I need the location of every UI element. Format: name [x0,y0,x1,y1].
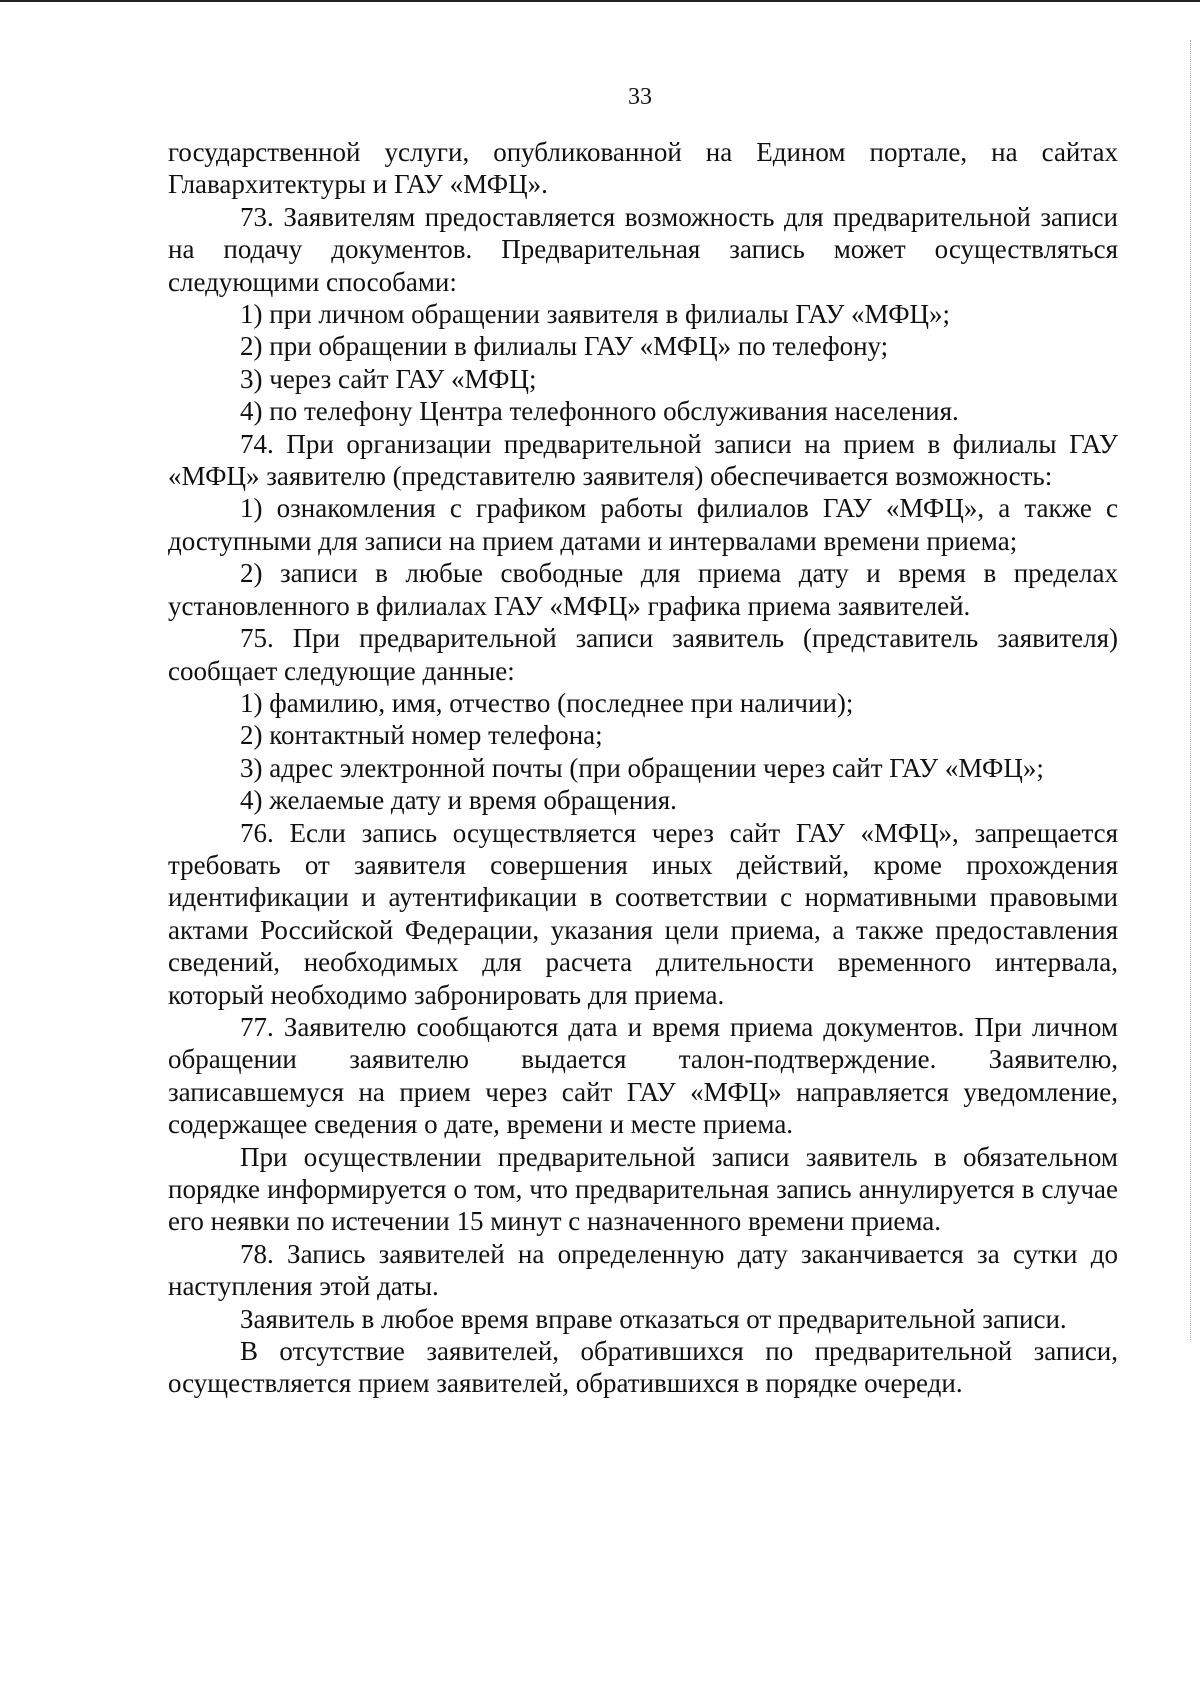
paragraph: При осуществлении предварительной записи заявитель в обязательном порядке информируется о том, что предварительная запись аннулируется в случае его неявки по истечении 15 минут с назначенного времени приема. [168,1141,1118,1237]
list-item: 1) ознакомления с графиком работы филиалов ГАУ «МФЦ», а также с доступными для записи на прием датами и интервалами времени приема; [168,493,1118,556]
paragraph-76: 76. Если запись осуществляется через сайт ГАУ «МФЦ», запрещается требовать от заявителя совершения иных действий, кроме прохождения идентификации и аутентификации в соответствии с нормативными правовыми актами Российской Федерации, указания цели приема, а также предоставления сведений, необходимых для расчета длительности временного интервала, который необходимо забронировать для приема. [168,817,1118,1010]
paragraph-77: 77. Заявителю сообщаются дата и время приема документов. При личном обращении заявителю выдается талон-подтверждение. Заявителю, записавшемуся на прием через сайт ГАУ «МФЦ» направляется уведомление, содержащее сведения о дате, времени и месте приема. [168,1011,1118,1140]
paragraph: государственной услуги, опубликованной на Едином портале, на сайтах Главархитектуры и ГАУ «МФЦ». [168,137,1118,200]
page-number: 33 [628,84,652,110]
document-body [168,136,1118,1400]
scan-edge-right [1190,40,1192,1340]
list-item: 2) при обращении в филиалы ГАУ «МФЦ» по телефону; [240,331,889,362]
paragraph-78: 78. Запись заявителей на определенную дату заканчивается за сутки до наступления этой даты. [168,1238,1118,1302]
paragraph-74: 74. При организации предварительной записи на прием в филиалы ГАУ «МФЦ» заявителю (представителю заявителя) обеспечивается возможность: [168,428,1118,492]
paragraph: Заявитель в любое время вправе отказаться от предварительной записи. [240,1303,1067,1334]
list-item: 2) контактный номер телефона; [240,720,603,751]
list-item: 4) желаемые дату и время обращения. [240,785,677,816]
paragraph-75: 75. При предварительной записи заявитель (представитель заявителя) сообщает следующие данные: [168,623,1118,686]
list-item: 1) при личном обращении заявителя в филиалы ГАУ «МФЦ»; [240,299,951,330]
list-item: 3) адрес электронной почты (при обращении через сайт ГАУ «МФЦ»; [240,752,1044,783]
paragraph-73: 73. Заявителям предоставляется возможность для предварительной записи на подачу документов. Предварительная запись может осуществляться следующими способами: [168,201,1118,297]
paragraph: В отсутствие заявителей, обратившихся по предварительной записи, осуществляется прием заявителей, обратившихся в порядке очереди. [168,1336,1118,1399]
list-item: 3) через сайт ГАУ «МФЦ; [240,363,537,394]
scan-edge-top [0,0,1200,2]
list-item: 4) по телефону Центра телефонного обслуживания населения. [240,396,959,427]
list-item: 2) записи в любые свободные для приема дату и время в пределах установленного в филиалах ГАУ «МФЦ» графика приема заявителей. [168,558,1118,621]
list-item: 1) фамилию, имя, отчество (последнее при наличии); [240,687,854,718]
